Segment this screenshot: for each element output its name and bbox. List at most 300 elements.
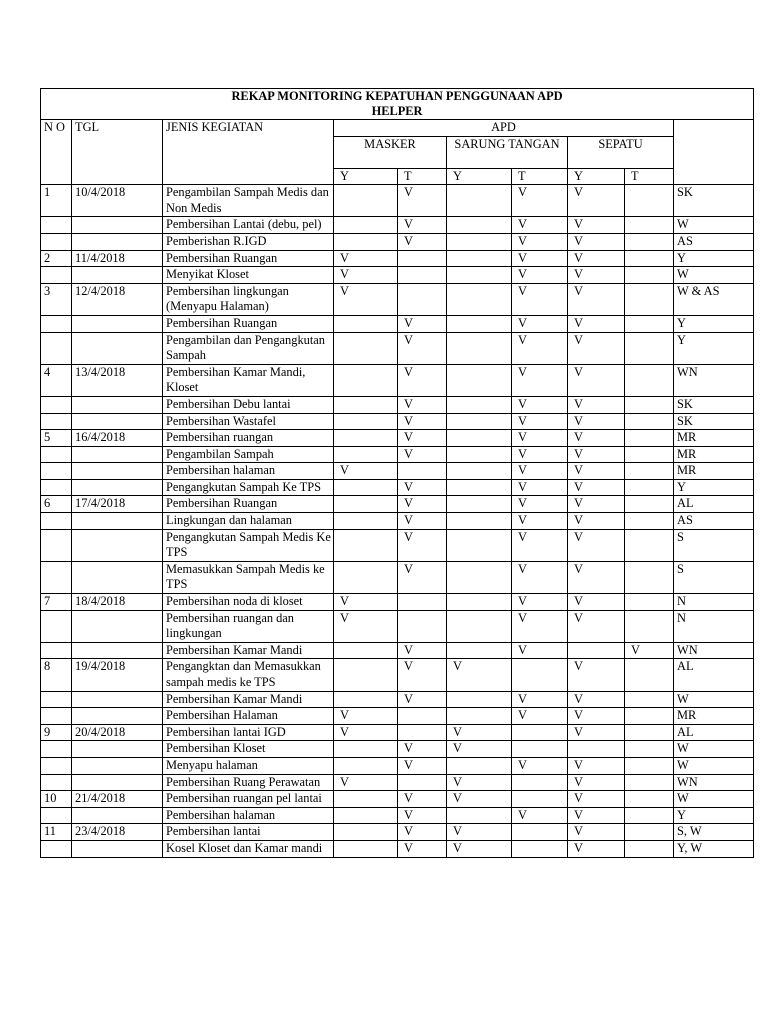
- row-remark-cell: AL: [674, 496, 754, 513]
- row-date-cell: [72, 267, 163, 284]
- masker-y-cell: [334, 757, 398, 774]
- masker-y-cell: V: [334, 463, 398, 480]
- sepatu-y-cell: V: [568, 708, 625, 725]
- sepatu-y-cell: V: [568, 267, 625, 284]
- row-activity-cell: Pembersihan Ruang Perawatan: [163, 774, 334, 791]
- row-no-cell: 4: [41, 364, 72, 396]
- row-date-cell: [72, 807, 163, 824]
- sarung-y-cell: [447, 496, 512, 513]
- sarung-y-cell: V: [447, 724, 512, 741]
- masker-t-cell: [398, 250, 447, 267]
- masker-t-cell: [398, 774, 447, 791]
- sarung-y-cell: [447, 708, 512, 725]
- masker-y-cell: V: [334, 610, 398, 642]
- row-date-cell: 17/4/2018: [72, 496, 163, 513]
- masker-t-cell: V: [398, 479, 447, 496]
- sarung-y-cell: [447, 513, 512, 530]
- header-masker-t: T: [398, 168, 447, 185]
- row-no-cell: [41, 840, 72, 857]
- row-no-cell: [41, 741, 72, 758]
- sepatu-t-cell: [625, 791, 674, 808]
- row-no-cell: [41, 708, 72, 725]
- row-date-cell: [72, 396, 163, 413]
- header-sarung-tangan: SARUNG TANGAN: [447, 136, 568, 168]
- row-remark-cell: S: [674, 561, 754, 593]
- row-date-cell: 13/4/2018: [72, 364, 163, 396]
- row-remark-cell: AL: [674, 659, 754, 691]
- row-no-cell: [41, 396, 72, 413]
- row-remark-cell: W: [674, 691, 754, 708]
- row-no-cell: [41, 479, 72, 496]
- row-no-cell: 7: [41, 594, 72, 611]
- row-activity-cell: Memasukkan Sampah Medis ke TPS: [163, 561, 334, 593]
- row-date-cell: [72, 217, 163, 234]
- row-date-cell: 12/4/2018: [72, 283, 163, 315]
- sepatu-y-cell: V: [568, 396, 625, 413]
- sarung-y-cell: [447, 463, 512, 480]
- row-date-cell: [72, 774, 163, 791]
- row-remark-cell: W: [674, 267, 754, 284]
- masker-y-cell: [334, 529, 398, 561]
- row-remark-cell: SK: [674, 413, 754, 430]
- row-remark-cell: Y: [674, 315, 754, 332]
- row-date-cell: 23/4/2018: [72, 824, 163, 841]
- row-date-cell: [72, 233, 163, 250]
- sepatu-t-cell: [625, 233, 674, 250]
- row-date-cell: [72, 642, 163, 659]
- sarung-y-cell: [447, 610, 512, 642]
- masker-t-cell: [398, 283, 447, 315]
- sepatu-y-cell: V: [568, 463, 625, 480]
- row-date-cell: [72, 561, 163, 593]
- row-activity-cell: Pembersihan ruangan: [163, 430, 334, 447]
- row-activity-cell: Pembersihan Kamar Mandi: [163, 691, 334, 708]
- row-activity-cell: Pengambilan Sampah: [163, 446, 334, 463]
- sarung-y-cell: [447, 315, 512, 332]
- row-remark-cell: Y: [674, 479, 754, 496]
- row-activity-cell: Pembersihan lantai IGD: [163, 724, 334, 741]
- header-keterangan: [674, 120, 754, 185]
- sarung-y-cell: V: [447, 824, 512, 841]
- row-no-cell: 9: [41, 724, 72, 741]
- table-row: [41, 250, 754, 267]
- table-body: [41, 185, 754, 857]
- sepatu-y-cell: V: [568, 807, 625, 824]
- sarung-y-cell: [447, 561, 512, 593]
- masker-t-cell: V: [398, 446, 447, 463]
- sarung-t-cell: V: [512, 430, 568, 447]
- table-row: [41, 774, 754, 791]
- masker-y-cell: V: [334, 283, 398, 315]
- sepatu-y-cell: V: [568, 496, 625, 513]
- sepatu-y-cell: V: [568, 757, 625, 774]
- row-no-cell: [41, 217, 72, 234]
- table-row: [41, 233, 754, 250]
- header-sepatu-y: Y: [568, 168, 625, 185]
- row-no-cell: [41, 561, 72, 593]
- sarung-y-cell: V: [447, 791, 512, 808]
- table-row: [41, 757, 754, 774]
- sarung-y-cell: [447, 364, 512, 396]
- row-activity-cell: Pengangktan dan Memasukkan sampah medis ke TPS: [163, 659, 334, 691]
- table-row: [41, 659, 754, 691]
- row-activity-cell: Pembersihan Halaman: [163, 708, 334, 725]
- sepatu-t-cell: [625, 824, 674, 841]
- row-remark-cell: WN: [674, 364, 754, 396]
- masker-t-cell: V: [398, 315, 447, 332]
- row-remark-cell: AL: [674, 724, 754, 741]
- header-no: N O: [41, 120, 72, 185]
- row-activity-cell: Pengangkutan Sampah Medis Ke TPS: [163, 529, 334, 561]
- row-activity-cell: Pembersihan halaman: [163, 463, 334, 480]
- masker-t-cell: [398, 724, 447, 741]
- masker-t-cell: V: [398, 396, 447, 413]
- sepatu-t-cell: [625, 413, 674, 430]
- sarung-t-cell: V: [512, 267, 568, 284]
- report-title-cell: [41, 89, 754, 120]
- row-activity-cell: Pembersihan Kamar Mandi, Kloset: [163, 364, 334, 396]
- sarung-t-cell: [512, 774, 568, 791]
- sepatu-y-cell: V: [568, 529, 625, 561]
- sarung-t-cell: V: [512, 594, 568, 611]
- table-row: [41, 217, 754, 234]
- masker-y-cell: V: [334, 267, 398, 284]
- table-row: [41, 594, 754, 611]
- sepatu-y-cell: V: [568, 594, 625, 611]
- row-remark-cell: Y: [674, 332, 754, 364]
- masker-y-cell: [334, 691, 398, 708]
- row-no-cell: 6: [41, 496, 72, 513]
- row-remark-cell: MR: [674, 430, 754, 447]
- sepatu-y-cell: V: [568, 791, 625, 808]
- sepatu-y-cell: V: [568, 413, 625, 430]
- sarung-t-cell: V: [512, 642, 568, 659]
- masker-y-cell: V: [334, 708, 398, 725]
- table-row: [41, 364, 754, 396]
- masker-y-cell: [334, 496, 398, 513]
- sepatu-y-cell: V: [568, 315, 625, 332]
- sarung-y-cell: [447, 332, 512, 364]
- sarung-t-cell: V: [512, 217, 568, 234]
- table-row: [41, 283, 754, 315]
- row-remark-cell: W: [674, 757, 754, 774]
- sepatu-y-cell: [568, 642, 625, 659]
- row-activity-cell: Pembersihan Debu lantai: [163, 396, 334, 413]
- apd-compliance-table: [40, 88, 754, 858]
- row-remark-cell: SK: [674, 396, 754, 413]
- row-date-cell: 19/4/2018: [72, 659, 163, 691]
- row-activity-cell: Pengangkutan Sampah Ke TPS: [163, 479, 334, 496]
- header-apd: APD: [334, 120, 674, 137]
- masker-t-cell: V: [398, 496, 447, 513]
- sepatu-t-cell: [625, 479, 674, 496]
- masker-t-cell: V: [398, 824, 447, 841]
- masker-y-cell: V: [334, 250, 398, 267]
- masker-t-cell: V: [398, 529, 447, 561]
- masker-t-cell: V: [398, 332, 447, 364]
- sepatu-y-cell: V: [568, 250, 625, 267]
- sarung-t-cell: V: [512, 807, 568, 824]
- table-row: [41, 561, 754, 593]
- masker-t-cell: V: [398, 561, 447, 593]
- sarung-t-cell: V: [512, 233, 568, 250]
- masker-t-cell: V: [398, 217, 447, 234]
- table-row: [41, 791, 754, 808]
- row-date-cell: 21/4/2018: [72, 791, 163, 808]
- row-activity-cell: Pembersihan ruangan pel lantai: [163, 791, 334, 808]
- sepatu-t-cell: [625, 774, 674, 791]
- masker-t-cell: V: [398, 691, 447, 708]
- row-no-cell: [41, 774, 72, 791]
- sarung-t-cell: V: [512, 250, 568, 267]
- row-remark-cell: MR: [674, 708, 754, 725]
- sarung-y-cell: [447, 267, 512, 284]
- table-row: [41, 413, 754, 430]
- sepatu-t-cell: [625, 691, 674, 708]
- sarung-y-cell: [447, 757, 512, 774]
- sepatu-t-cell: [625, 840, 674, 857]
- masker-t-cell: V: [398, 364, 447, 396]
- row-date-cell: 18/4/2018: [72, 594, 163, 611]
- masker-y-cell: [334, 561, 398, 593]
- sarung-t-cell: V: [512, 561, 568, 593]
- table-row: [41, 691, 754, 708]
- row-date-cell: [72, 315, 163, 332]
- table-row: [41, 267, 754, 284]
- sepatu-t-cell: [625, 708, 674, 725]
- sepatu-t-cell: [625, 364, 674, 396]
- row-date-cell: [72, 463, 163, 480]
- masker-t-cell: V: [398, 413, 447, 430]
- sarung-t-cell: [512, 741, 568, 758]
- masker-y-cell: V: [334, 774, 398, 791]
- table-row: [41, 315, 754, 332]
- row-no-cell: [41, 315, 72, 332]
- header-sepatu: SEPATU: [568, 136, 674, 168]
- report-title: REKAP MONITORING KEPATUHAN PENGGUNAAN APD: [231, 89, 563, 103]
- masker-t-cell: [398, 267, 447, 284]
- sarung-t-cell: V: [512, 463, 568, 480]
- table-row: [41, 430, 754, 447]
- masker-t-cell: V: [398, 840, 447, 857]
- sepatu-t-cell: [625, 283, 674, 315]
- sepatu-y-cell: V: [568, 233, 625, 250]
- report-subtitle: HELPER: [371, 104, 423, 118]
- masker-y-cell: [334, 513, 398, 530]
- table-row: [41, 529, 754, 561]
- sepatu-t-cell: [625, 463, 674, 480]
- row-no-cell: 5: [41, 430, 72, 447]
- sarung-y-cell: [447, 691, 512, 708]
- sarung-y-cell: [447, 217, 512, 234]
- sarung-t-cell: V: [512, 396, 568, 413]
- sarung-y-cell: [447, 233, 512, 250]
- row-remark-cell: SK: [674, 185, 754, 217]
- row-remark-cell: N: [674, 594, 754, 611]
- table-row: [41, 463, 754, 480]
- sepatu-y-cell: V: [568, 824, 625, 841]
- sepatu-y-cell: V: [568, 185, 625, 217]
- sarung-y-cell: [447, 529, 512, 561]
- masker-y-cell: [334, 659, 398, 691]
- masker-y-cell: [334, 807, 398, 824]
- table-row: [41, 724, 754, 741]
- row-remark-cell: Y: [674, 807, 754, 824]
- sepatu-y-cell: V: [568, 610, 625, 642]
- masker-y-cell: [334, 446, 398, 463]
- sarung-t-cell: [512, 659, 568, 691]
- row-no-cell: 3: [41, 283, 72, 315]
- masker-y-cell: [334, 217, 398, 234]
- table-row: [41, 642, 754, 659]
- sarung-t-cell: [512, 791, 568, 808]
- masker-t-cell: V: [398, 741, 447, 758]
- table-row: [41, 824, 754, 841]
- row-no-cell: 2: [41, 250, 72, 267]
- row-no-cell: 8: [41, 659, 72, 691]
- sepatu-t-cell: [625, 396, 674, 413]
- sarung-t-cell: V: [512, 413, 568, 430]
- sarung-y-cell: [447, 479, 512, 496]
- sepatu-y-cell: V: [568, 774, 625, 791]
- sarung-y-cell: [447, 396, 512, 413]
- sepatu-y-cell: V: [568, 691, 625, 708]
- table-row: [41, 396, 754, 413]
- row-no-cell: 1: [41, 185, 72, 217]
- masker-t-cell: [398, 708, 447, 725]
- sepatu-t-cell: [625, 529, 674, 561]
- masker-y-cell: [334, 479, 398, 496]
- header-jenis-kegiatan: JENIS KEGIATAN: [163, 120, 334, 185]
- sarung-t-cell: V: [512, 529, 568, 561]
- masker-y-cell: [334, 840, 398, 857]
- row-remark-cell: MR: [674, 446, 754, 463]
- sepatu-t-cell: [625, 807, 674, 824]
- sarung-t-cell: V: [512, 479, 568, 496]
- masker-t-cell: [398, 610, 447, 642]
- row-activity-cell: Pemberishan R.IGD: [163, 233, 334, 250]
- masker-t-cell: V: [398, 659, 447, 691]
- sepatu-y-cell: V: [568, 217, 625, 234]
- table-row: [41, 185, 754, 217]
- sepatu-t-cell: [625, 610, 674, 642]
- row-date-cell: [72, 446, 163, 463]
- sarung-t-cell: V: [512, 610, 568, 642]
- masker-y-cell: [334, 233, 398, 250]
- row-no-cell: [41, 642, 72, 659]
- row-date-cell: [72, 479, 163, 496]
- row-date-cell: 16/4/2018: [72, 430, 163, 447]
- sepatu-y-cell: [568, 741, 625, 758]
- header-tgl: TGL: [72, 120, 163, 185]
- row-activity-cell: Pengambilan Sampah Medis dan Non Medis: [163, 185, 334, 217]
- sarung-y-cell: [447, 430, 512, 447]
- masker-t-cell: V: [398, 642, 447, 659]
- sepatu-t-cell: [625, 267, 674, 284]
- sepatu-y-cell: V: [568, 561, 625, 593]
- row-date-cell: [72, 741, 163, 758]
- row-activity-cell: Pembersihan Ruangan: [163, 496, 334, 513]
- row-date-cell: [72, 413, 163, 430]
- row-date-cell: [72, 757, 163, 774]
- masker-t-cell: [398, 463, 447, 480]
- row-remark-cell: Y: [674, 250, 754, 267]
- masker-t-cell: V: [398, 791, 447, 808]
- row-date-cell: [72, 691, 163, 708]
- sepatu-y-cell: V: [568, 446, 625, 463]
- row-activity-cell: Pembersihan Ruangan: [163, 250, 334, 267]
- sepatu-y-cell: V: [568, 840, 625, 857]
- row-activity-cell: Pembersihan Kamar Mandi: [163, 642, 334, 659]
- row-activity-cell: Pembersihan lantai: [163, 824, 334, 841]
- sarung-y-cell: [447, 413, 512, 430]
- row-remark-cell: MR: [674, 463, 754, 480]
- row-remark-cell: WN: [674, 642, 754, 659]
- header-sepatu-t: T: [625, 168, 674, 185]
- sarung-y-cell: [447, 642, 512, 659]
- row-activity-cell: Pembersihan Lantai (debu, pel): [163, 217, 334, 234]
- sarung-t-cell: V: [512, 364, 568, 396]
- row-no-cell: [41, 610, 72, 642]
- header-sarung-y: Y: [447, 168, 512, 185]
- sepatu-y-cell: V: [568, 513, 625, 530]
- row-date-cell: 11/4/2018: [72, 250, 163, 267]
- row-no-cell: [41, 446, 72, 463]
- row-no-cell: 10: [41, 791, 72, 808]
- row-remark-cell: S, W: [674, 824, 754, 841]
- row-activity-cell: Lingkungan dan halaman: [163, 513, 334, 530]
- row-date-cell: [72, 840, 163, 857]
- row-no-cell: [41, 691, 72, 708]
- row-remark-cell: W: [674, 217, 754, 234]
- sarung-y-cell: V: [447, 774, 512, 791]
- table-row: [41, 610, 754, 642]
- sarung-y-cell: [447, 807, 512, 824]
- masker-t-cell: [398, 594, 447, 611]
- sepatu-y-cell: V: [568, 724, 625, 741]
- sarung-y-cell: V: [447, 659, 512, 691]
- row-remark-cell: N: [674, 610, 754, 642]
- sarung-y-cell: [447, 250, 512, 267]
- table-row: [41, 446, 754, 463]
- table-row: [41, 332, 754, 364]
- sepatu-y-cell: V: [568, 332, 625, 364]
- row-activity-cell: Pembersihan noda di kloset: [163, 594, 334, 611]
- masker-y-cell: [334, 185, 398, 217]
- sepatu-t-cell: [625, 496, 674, 513]
- row-date-cell: [72, 332, 163, 364]
- table-row: [41, 513, 754, 530]
- masker-t-cell: V: [398, 513, 447, 530]
- row-activity-cell: Pembersihan Ruangan: [163, 315, 334, 332]
- sepatu-t-cell: [625, 332, 674, 364]
- row-no-cell: [41, 807, 72, 824]
- sarung-t-cell: V: [512, 315, 568, 332]
- sarung-y-cell: [447, 185, 512, 217]
- sepatu-t-cell: [625, 446, 674, 463]
- sepatu-y-cell: V: [568, 364, 625, 396]
- sarung-t-cell: V: [512, 496, 568, 513]
- sepatu-t-cell: V: [625, 642, 674, 659]
- row-no-cell: [41, 332, 72, 364]
- sepatu-t-cell: [625, 594, 674, 611]
- masker-y-cell: [334, 642, 398, 659]
- sarung-t-cell: V: [512, 446, 568, 463]
- table-row: [41, 741, 754, 758]
- row-date-cell: 20/4/2018: [72, 724, 163, 741]
- header-masker: MASKER: [334, 136, 447, 168]
- header-masker-y: Y: [334, 168, 398, 185]
